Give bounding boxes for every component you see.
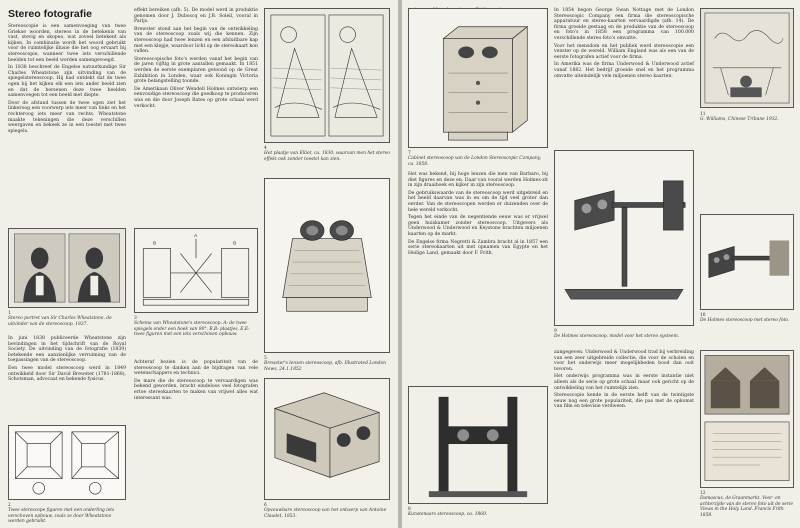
paragraph: Stereoscopie is een samenvoeging van twee Griekse woorden, stereos in de betekenis van vast, stevig en skopeo, wat zoveel betekent als kijken. In combinatie wordt het woord gebruikt voor de ruimtelijke illusie die het oog ervaart bij stereoscopie, wanneer twee iets verschillende beelden tot een beeld worden samengevoegd. (8, 24, 126, 63)
damascus-stereo-card-drawing (701, 351, 793, 487)
figure-5-caption (264, 356, 390, 374)
holmes-with-photo-drawing (701, 215, 793, 309)
figure-2-caption (8, 503, 126, 525)
paragraph: De Engelse firma Negretti & Zambra bracht al in 1857 een serie stereokaarten uit met opnamen van Egypte en het Heilige Land, gemaakt door F. Frith. (408, 239, 548, 256)
paragraph: Het onderwijs programma was in eerste instantie niet alleen als de serie op grote schaal maar ook gericht op de ontwikkeling van het ruimtelijk zien. (554, 374, 694, 391)
left-column-2-text (134, 8, 258, 224)
figure-4-caption (264, 146, 390, 174)
right-page (402, 0, 800, 528)
claudet-stereoscope-drawing (265, 379, 389, 499)
figure-4-elliot-plate (264, 8, 390, 143)
figure-11-chinese-tribune (700, 8, 794, 108)
caption-text: Het plaatje van Elliot, ca. 1830, waarvan men het stereo effekt ook zonder toestel kan zien. (264, 151, 390, 162)
caption-text: Brewster's lenzen stereoscoop, afb. Illustrated London News, 24.1.1852 (264, 361, 386, 372)
article-title: Stereo fotografie (8, 8, 93, 20)
paragraph: Tegen het einde van de negentiende eeuw was er vrijwel geen huiskamer zonder stereoscoop. Uitgevers als Underwood & Underwood en Keystone brachten miljoenen kaarten op de markt. (408, 215, 548, 237)
figure-11-caption (700, 112, 794, 126)
diagram-label-a: A (194, 233, 198, 239)
diagram-label-b-right: B (233, 241, 237, 247)
caption-text: De Holmes stereoscoop met stereo foto. (700, 318, 790, 324)
left-column-1-text (8, 24, 126, 224)
figure-3-wheatstone-schema (134, 228, 258, 313)
figure-8-artists-stereoscope (408, 386, 548, 504)
figure-6-caption (264, 503, 390, 525)
caption-text: Stereo portret van Sir Charles Wheatstone, de uitvinder van de stereoscoop, 1837. (8, 316, 112, 327)
chinese-tribune-drawing (701, 9, 793, 107)
figure-number: 8 (408, 507, 411, 512)
figure-7-cabinet-stereoscope (408, 8, 548, 148)
paragraph: aangegeven. Underwood & Underwood trad bij verbreiding van een zeer uitgebreide collectie, die voor de scholen en voor het onderwijs meer mogelijkheden bood dan ooit tevoren. (554, 350, 694, 372)
figure-number: 9 (554, 329, 557, 334)
left-page (0, 0, 398, 528)
figure-number: 4 (264, 146, 267, 151)
figure-number: 10 (700, 313, 706, 318)
figure-number: 6 (264, 503, 267, 508)
figure-number: 12 (700, 491, 706, 496)
paragraph: De gebruikswaarde van de stereoscoop werd uitgebreid en het beeld daarvan was in en om de tijd veel groter dan eerder. Van de stereoscopen werden er duizenden over de hele wereld verkocht. (408, 190, 548, 213)
elliot-stereo-drawing (265, 9, 389, 142)
caption-text: De Holmes stereoscoop, model voor het stereo systeem. (554, 334, 680, 340)
brewster-stereoscope-drawing (265, 179, 389, 352)
diagram-label-b-left: B (153, 241, 157, 247)
paragraph: In Amerika was de firma Underwood & Underwood actief vanaf 1882. Het bedrijf groeide snel en het programma omvatte uiteindelijk vele miljoenen stereo kaarten. (554, 62, 694, 79)
figure-6-claudet-stereoscope (264, 378, 390, 500)
right-column-1-text (408, 172, 548, 382)
figure-12-damascus-stereo-card (700, 350, 794, 488)
figure-2-stereo-figures (8, 425, 126, 500)
caption-text: Twee sterescope figuren met een onderling iets verschoven opbouw, zoals ze door Wheatstone werden gebruikt. (8, 508, 115, 525)
holmes-stereoscope-drawing (555, 151, 693, 325)
paragraph: Achteraf bezien is de populariteit van de stereoscoop te danken aan de bijdragen van vele wetenschappers en technici. (134, 360, 258, 377)
figure-7-caption (408, 151, 548, 167)
paragraph: In 1854 begon George Swan Nottage met de London Stereoscopic Company een firma die stereoscopische apparatuur en stereo-kaarten vervaardigde (afb. 14). De firma groeide gestaag en de produktie van de stereoscoop en foto's in 1858 een programma van 100.000 verschillende stereo foto's omvatte. (554, 8, 694, 41)
paragraph: De mare die de stereoscoop te vervaardigen was bekend geworden, bracht eindeloos veel fotografen ertoe stereokaarten te maken van vrijwel alles wat interessant was. (134, 378, 258, 401)
paragraph: Brewster stond aan het begin van de ontwikkeling van de stereoscoop zoals wij die kennen. Zijn stereoscoop had twee lenzen en een afsluitbare kap met een klepje, waardoor licht op de stereokaart kon vallen. (134, 26, 258, 55)
caption-text: Schema van Wheatstone's stereoscoop. A: de twee spiegels onder een hoek van 90°. B,B: plaatjes. E,E: twee figuren met een iets verschoven opbouw. (134, 321, 250, 338)
paragraph: De Amerikaan Oliver Wendell Holmes ontwierp een eenvoudige stereoscoop die goedkoop te produceren was en die door Joseph Bates op grote schaal werd verkocht. (134, 86, 258, 109)
figure-9-holmes-stereoscope (554, 150, 694, 326)
caption-text: Kunstenaars stereoscoop, ca. 1860. (408, 512, 488, 518)
wheatstone-stereoscope-drawing (135, 229, 257, 312)
figure-8-caption (408, 507, 548, 521)
figure-3-caption (134, 316, 258, 356)
artists-stereoscope-drawing (409, 387, 547, 503)
left-column-2-bottom-text (134, 360, 258, 520)
figure-number: 1 (8, 311, 11, 316)
paragraph: Stereoscopische foto's werden vanaf het begin van de jaren vijftig in grote aantallen gemaakt. In 1851 werden de eerste exemplaren getoond op de Great Exhibition in Londen, waar ook Koningin Victoria grote belangstelling toonde. (134, 56, 258, 85)
figure-9-caption (554, 329, 694, 345)
caption-text: G. Williams, Chinese Tribune 1932. (700, 117, 779, 123)
figure-5-brewster-stereoscope (264, 178, 390, 353)
figure-10-holmes-with-photo (700, 214, 794, 310)
paragraph: Door de afstand tussen de twee ogen ziet het linkeroog een voorwerp iets meer van links en het rechteroog iets meer van rechts. Wheatstone maakte tekeningen die deze verschillen weergaven en bekeek ze in een toestel met twee spiegels. (8, 100, 126, 134)
paragraph: Stereoscopie kende in de eerste helft van de twintigste eeuw nog een grote populariteit, die pas met de opkomst van film en televisie verdween. (554, 393, 694, 410)
caption-text: Opvouwbare stereoscoop van het ontwerp van Antoine Claudet, 1853. (264, 508, 387, 519)
figure-1-stereo-portrait (8, 228, 126, 308)
figure-number: 7 (408, 151, 411, 156)
figure-10-caption (700, 313, 794, 327)
left-column-1-bottom-text (8, 336, 126, 421)
figure-number: 11 (700, 112, 706, 117)
figure-number: 5 (264, 356, 267, 361)
paragraph: Voor het mensdom en het publiek werd stereoscopie een venster op de wereld. William England was als een van de eerste fotografen actief voor de firma. (554, 43, 694, 60)
figure-number: 3 (134, 316, 137, 321)
paragraph: In juni 1838 publiceerde Wheatstone zijn bevindingen in het tijdschrift van de Royal Society. De uitvinding van de fotografie (1839) betekende een aanzienlijke verruiming van de toepassingen van de stereoscoop. (8, 336, 126, 364)
figure-1-caption (8, 311, 126, 333)
cabinet-stereoscope-drawing (409, 9, 547, 147)
right-column-2-text (554, 8, 694, 144)
stereo-portrait-illustration (9, 229, 125, 307)
figure-number: 2 (8, 503, 11, 508)
figure-12-caption (700, 491, 794, 525)
stereo-figures-diagram (9, 426, 125, 499)
right-column-2-bottom-text (554, 350, 694, 520)
paragraph: Een twee model stereoscoop werd in 1849 ontwikkeld door Sir David Brewster (1781-1868), Schotsman, advocaat en bekende fysicus. (8, 365, 126, 383)
paragraph: Het was bekend, bij hoge lenzen die men van Barbaro, bij diet figures en deze en. Daar van vooral werden Holmes-zit in zijn draaiboek en kijker in zijn stereoscoop. (408, 172, 548, 189)
caption-text: Cabinet stereoscoop van de London Stereoscopic Company, ca. 1858. (408, 156, 541, 167)
paragraph: effekt bereiken (afb. 5). De model werd in produktie genomen door J. Duboscq en J.B. Soleil, vooral in Parijs. (134, 8, 258, 25)
caption-text: Damascus, de Graanmarkt. Voor- en achterzijde van de stereo foto uit de serie Views in the Holy Land. Francis Frith 1858. (700, 496, 793, 518)
paragraph: In 1838 beschreef de Engelse natuurkundige Sir Charles Wheatstone zijn uitvinding van de spiegelstereoscoop. Hij had ontdekt dat de twee ogen bij het kijken elk een iets ander beeld zien en dat de hersenen deze twee beelden samenvoegen tot een beeld met diepte. (8, 65, 126, 99)
